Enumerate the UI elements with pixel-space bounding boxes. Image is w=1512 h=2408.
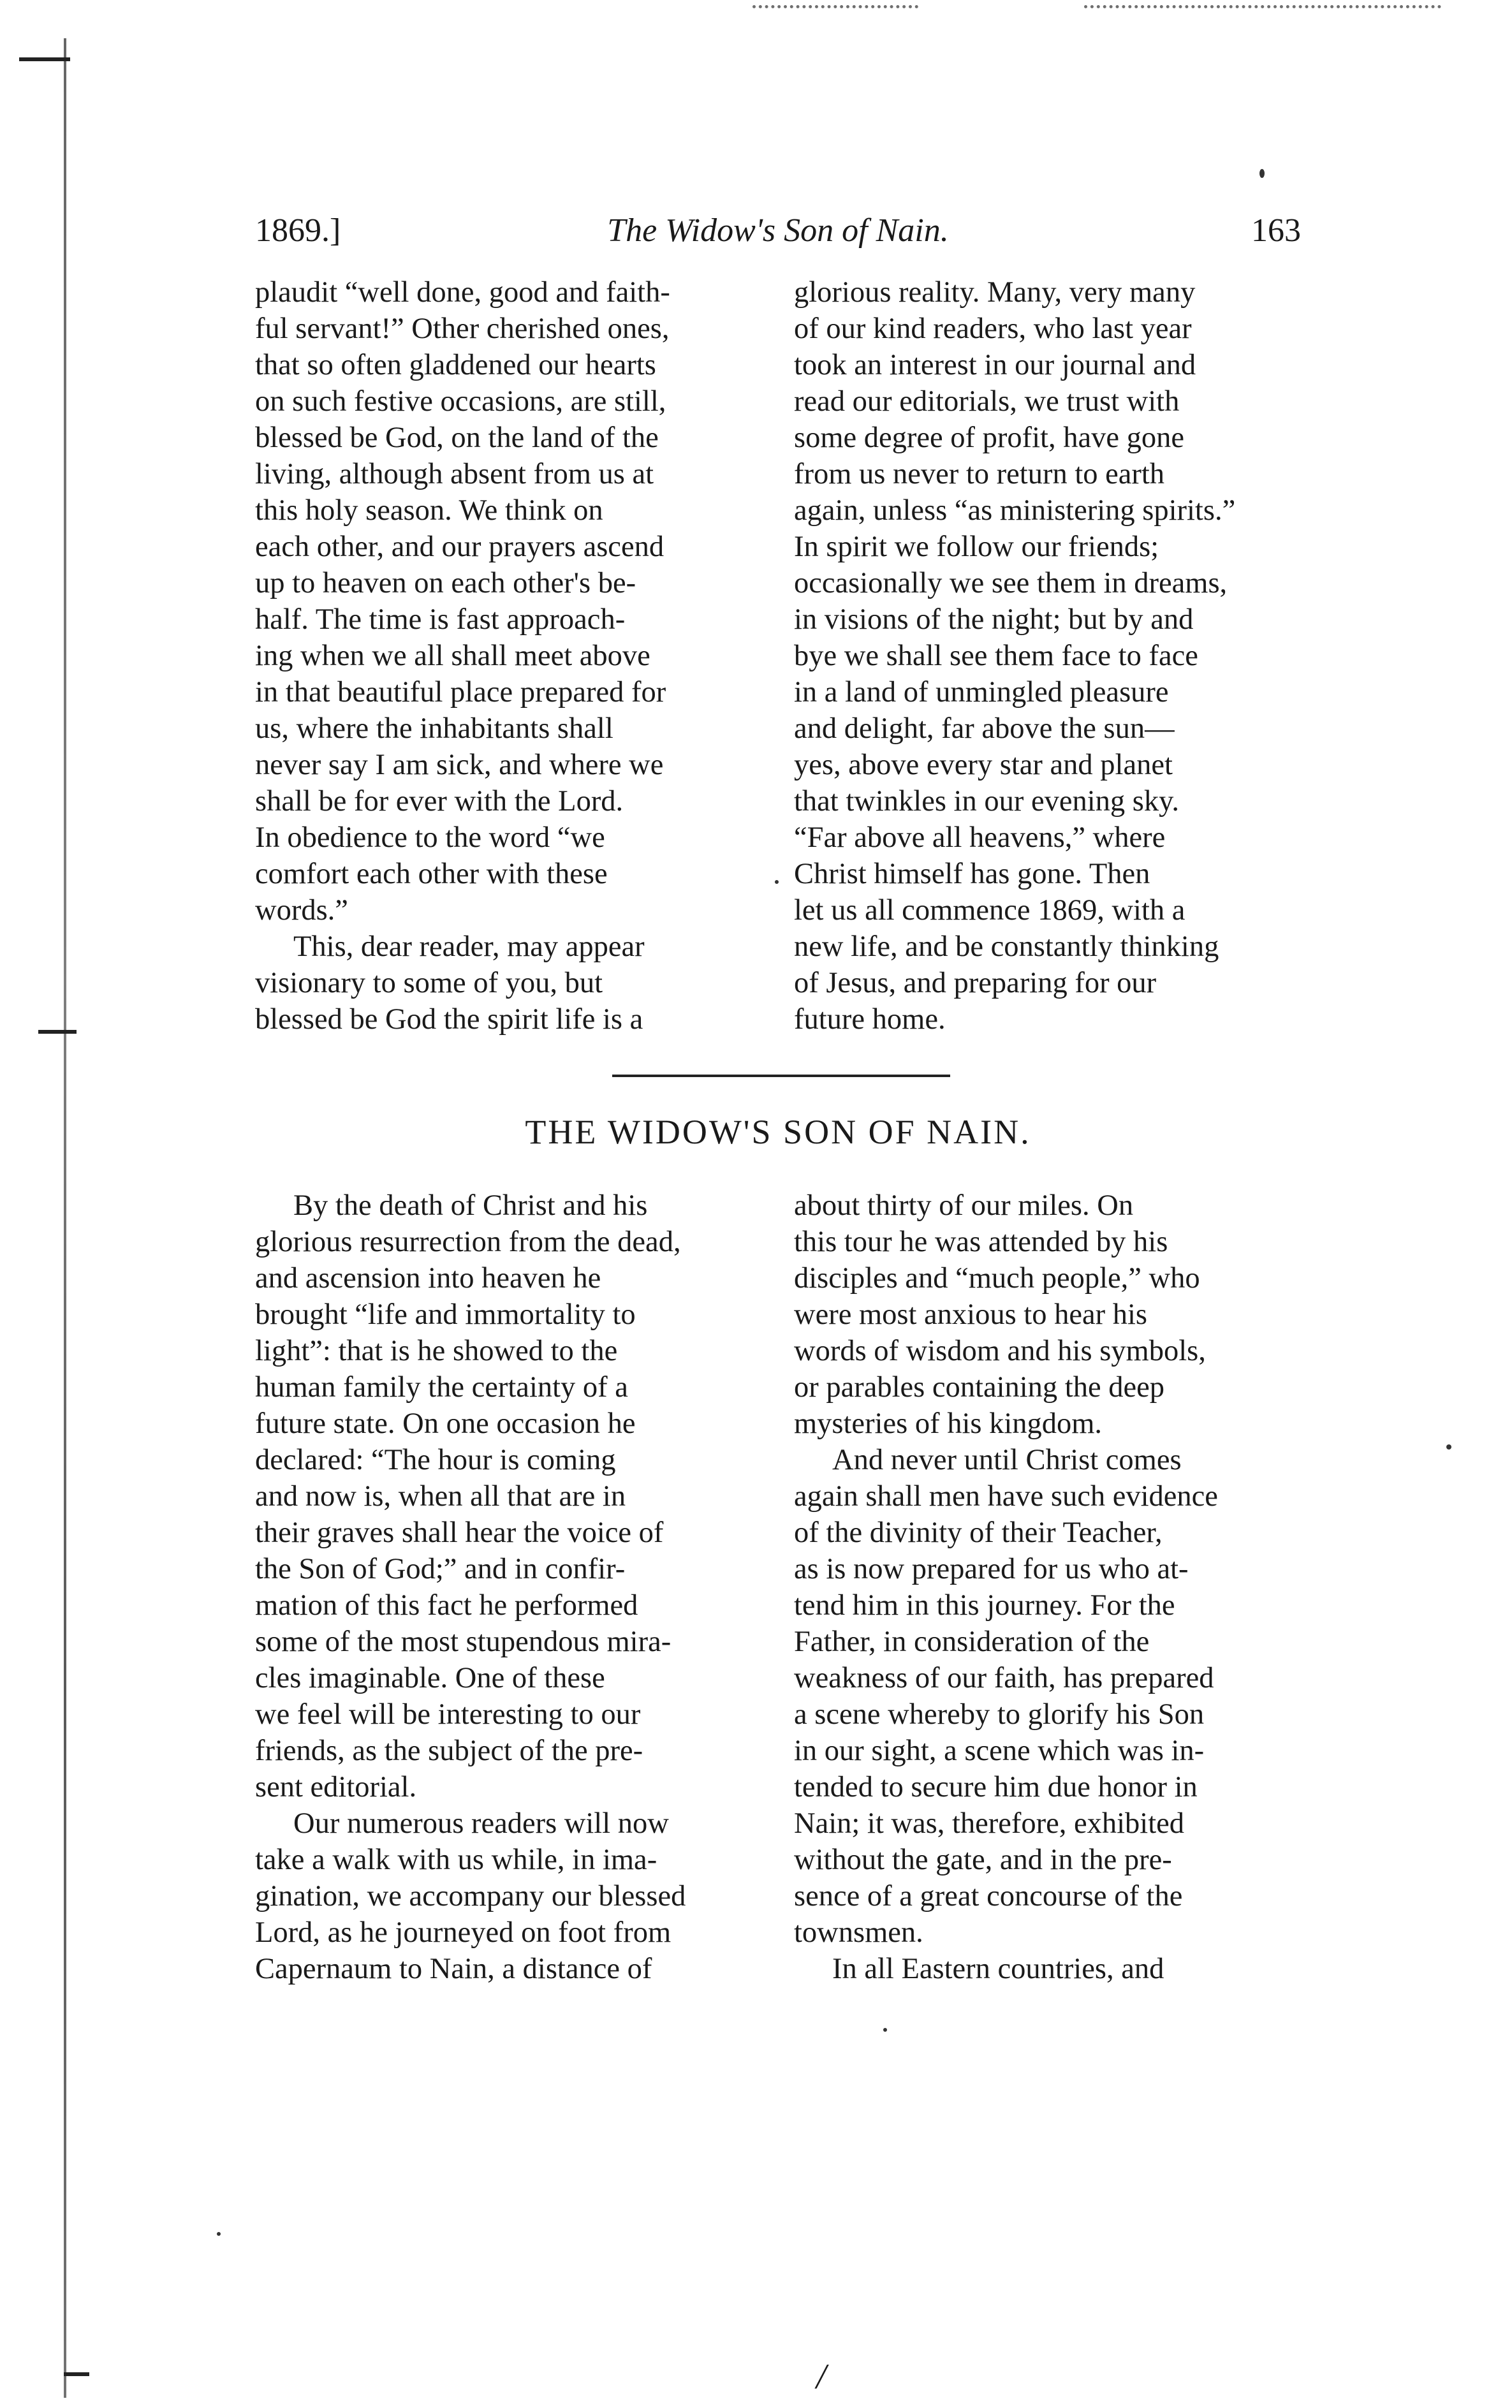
text-line: shall be for ever with the Lord. bbox=[255, 785, 624, 818]
text-line: of the divinity of their Teacher, bbox=[794, 1516, 1163, 1549]
text-line: comfort each other with these bbox=[255, 858, 608, 890]
text-line: mysteries of his kingdom. bbox=[794, 1407, 1103, 1440]
text-line: Christ himself has gone. Then bbox=[794, 858, 1150, 890]
text-line: This, dear reader, may appear bbox=[293, 930, 645, 963]
text-line: plaudit “well done, good and faith- bbox=[255, 276, 670, 309]
text-line: each other, and our prayers ascend bbox=[255, 531, 664, 563]
running-head-year: 1869.] bbox=[255, 212, 341, 249]
text-line: mation of this fact he performed bbox=[255, 1589, 638, 1622]
section-divider-rule bbox=[612, 1075, 950, 1077]
text-line: blessed be God, on the land of the bbox=[255, 422, 659, 454]
scan-speck bbox=[1259, 169, 1265, 178]
binding-mark bbox=[19, 57, 70, 61]
text-line: new life, and be constantly thinking bbox=[794, 930, 1219, 963]
text-line: brought “life and immortality to bbox=[255, 1298, 636, 1331]
text-line: about thirty of our miles. On bbox=[794, 1189, 1134, 1222]
text-line: and ascension into heaven he bbox=[255, 1262, 601, 1295]
text-line: in our sight, a scene which was in- bbox=[794, 1735, 1205, 1767]
scan-smudge bbox=[752, 5, 918, 27]
text-line: light”: that is he showed to the bbox=[255, 1335, 618, 1367]
text-line: future home. bbox=[794, 1003, 946, 1036]
text-line: In all Eastern countries, and bbox=[832, 1953, 1164, 1985]
text-line: gination, we accompany our blessed bbox=[255, 1880, 686, 1912]
text-line: the Son of God;” and in confir- bbox=[255, 1553, 626, 1585]
text-line: bye we shall see them face to face bbox=[794, 640, 1198, 672]
scan-speck bbox=[775, 880, 779, 884]
text-line: declared: “The hour is coming bbox=[255, 1444, 616, 1476]
text-line: took an interest in our journal and bbox=[794, 349, 1196, 381]
text-line: this holy season. We think on bbox=[255, 494, 603, 527]
text-line: ing when we all shall meet above bbox=[255, 640, 650, 672]
text-line: In obedience to the word “we bbox=[255, 821, 605, 854]
text-line: a scene whereby to glorify his Son bbox=[794, 1698, 1205, 1731]
scan-speck bbox=[1446, 1444, 1451, 1450]
bottom-left-column bbox=[255, 1187, 765, 1987]
scan-smudge bbox=[1084, 5, 1441, 27]
text-line: human family the certainty of a bbox=[255, 1371, 628, 1404]
text-line: we feel will be interesting to our bbox=[255, 1698, 641, 1731]
text-line: glorious reality. Many, very many bbox=[794, 276, 1196, 309]
binding-edge bbox=[64, 38, 66, 2398]
text-line: this tour he was attended by his bbox=[794, 1226, 1168, 1258]
text-line: sence of a great concourse of the bbox=[794, 1880, 1183, 1912]
text-line: that twinkles in our evening sky. bbox=[794, 785, 1179, 818]
top-right-column bbox=[794, 274, 1304, 1038]
text-line: And never until Christ comes bbox=[832, 1444, 1182, 1476]
text-line: never say I am sick, and where we bbox=[255, 749, 664, 781]
text-line: Father, in consideration of the bbox=[794, 1626, 1150, 1658]
text-line: words of wisdom and his symbols, bbox=[794, 1335, 1206, 1367]
text-line: tended to secure him due honor in bbox=[794, 1771, 1198, 1803]
text-line: from us never to return to earth bbox=[794, 458, 1165, 490]
text-line: as is now prepared for us who at- bbox=[794, 1553, 1189, 1585]
text-line: visionary to some of you, but bbox=[255, 967, 603, 999]
section-title: THE WIDOW'S SON OF NAIN. bbox=[525, 1113, 1031, 1151]
text-line: let us all commence 1869, with a bbox=[794, 894, 1185, 927]
text-line: glorious resurrection from the dead, bbox=[255, 1226, 681, 1258]
text-line: us, where the inhabitants shall bbox=[255, 712, 613, 745]
text-line: cles imaginable. One of these bbox=[255, 1662, 605, 1694]
text-line: ful servant!” Other cherished ones, bbox=[255, 312, 670, 345]
text-line: By the death of Christ and his bbox=[293, 1189, 648, 1222]
text-line: read our editorials, we trust with bbox=[794, 385, 1180, 418]
scan-speck bbox=[217, 2232, 221, 2236]
text-line: some degree of profit, have gone bbox=[794, 422, 1185, 454]
text-line: and delight, far above the sun— bbox=[794, 712, 1175, 745]
bottom-right-column bbox=[794, 1187, 1304, 1987]
text-line: living, although absent from us at bbox=[255, 458, 654, 490]
text-line: that so often gladdened our hearts bbox=[255, 349, 656, 381]
text-line: and now is, when all that are in bbox=[255, 1480, 626, 1513]
text-line: take a walk with us while, in ima- bbox=[255, 1844, 657, 1876]
text-line: their graves shall hear the voice of bbox=[255, 1516, 664, 1549]
text-line: occasionally we see them in dreams, bbox=[794, 567, 1228, 599]
top-left-column bbox=[255, 274, 765, 1038]
text-line: up to heaven on each other's be- bbox=[255, 567, 636, 599]
text-line: In spirit we follow our friends; bbox=[794, 531, 1159, 563]
running-head bbox=[255, 205, 1301, 256]
binding-mark bbox=[64, 2372, 89, 2376]
text-line: blessed be God the spirit life is a bbox=[255, 1003, 643, 1036]
binding-mark bbox=[38, 1030, 77, 1034]
text-line: disciples and “much people,” who bbox=[794, 1262, 1200, 1295]
text-line: were most anxious to hear his bbox=[794, 1298, 1148, 1331]
scan-speck bbox=[883, 2028, 887, 2032]
text-line: townsmen. bbox=[794, 1916, 923, 1949]
text-line: friends, as the subject of the pre- bbox=[255, 1735, 643, 1767]
text-line: weakness of our faith, has prepared bbox=[794, 1662, 1214, 1694]
running-head-title: The Widow's Son of Nain. bbox=[607, 212, 949, 249]
text-line: of Jesus, and preparing for our bbox=[794, 967, 1157, 999]
text-line: yes, above every star and planet bbox=[794, 749, 1173, 781]
text-line: sent editorial. bbox=[255, 1771, 417, 1803]
text-line: “Far above all heavens,” where bbox=[794, 821, 1166, 854]
text-line: tend him in this journey. For the bbox=[794, 1589, 1175, 1622]
text-line: on such festive occasions, are still, bbox=[255, 385, 666, 418]
page-number: 163 bbox=[1251, 212, 1301, 249]
text-line: some of the most stupendous mira- bbox=[255, 1626, 672, 1658]
text-line: in a land of unmingled pleasure bbox=[794, 676, 1169, 708]
text-line: Lord, as he journeyed on foot from bbox=[255, 1916, 672, 1949]
text-line: Our numerous readers will now bbox=[293, 1807, 669, 1840]
text-line: future state. On one occasion he bbox=[255, 1407, 636, 1440]
text-line: in that beautiful place prepared for bbox=[255, 676, 666, 708]
text-line: again, unless “as ministering spirits.” bbox=[794, 494, 1236, 527]
footer-mark: / bbox=[816, 2357, 826, 2397]
text-line: in visions of the night; but by and bbox=[794, 603, 1194, 636]
text-line: of our kind readers, who last year bbox=[794, 312, 1192, 345]
text-line: words.” bbox=[255, 894, 348, 927]
text-line: Nain; it was, therefore, exhibited bbox=[794, 1807, 1185, 1840]
text-line: or parables containing the deep bbox=[794, 1371, 1165, 1404]
text-line: again shall men have such evidence bbox=[794, 1480, 1218, 1513]
text-line: without the gate, and in the pre- bbox=[794, 1844, 1172, 1876]
text-line: half. The time is fast approach- bbox=[255, 603, 626, 636]
text-line: Capernaum to Nain, a distance of bbox=[255, 1953, 652, 1985]
